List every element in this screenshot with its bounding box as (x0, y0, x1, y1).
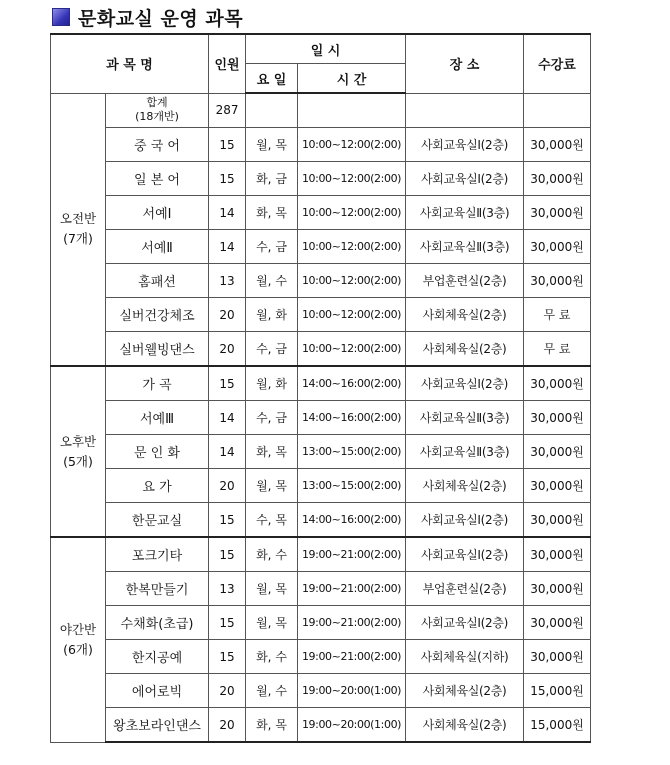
course-name-cell: 한지공예 (106, 640, 209, 674)
fee-cell: 30,000원 (524, 640, 591, 674)
header-time: 시 간 (298, 64, 406, 94)
count-cell: 14 (209, 196, 246, 230)
total-place (406, 93, 524, 128)
table-body (51, 93, 591, 742)
table-row (51, 196, 591, 230)
fee-cell: 30,000원 (524, 537, 591, 572)
count-cell: 20 (209, 332, 246, 367)
day-cell: 화, 수 (246, 537, 298, 572)
total-time (298, 93, 406, 128)
count-cell: 15 (209, 162, 246, 196)
count-cell: 20 (209, 674, 246, 708)
count-cell: 14 (209, 401, 246, 435)
count-cell: 13 (209, 264, 246, 298)
place-cell: 사회교육실Ⅰ(2층) (406, 128, 524, 162)
time-cell: 19:00~20:00(1:00) (298, 674, 406, 708)
place-cell: 사회교육실Ⅰ(2층) (406, 503, 524, 538)
course-name-cell: 문 인 화 (106, 435, 209, 469)
header-datetime: 일 시 (246, 34, 406, 64)
course-name-cell: 홈패션 (106, 264, 209, 298)
header-fee: 수강료 (524, 34, 591, 93)
day-cell: 월, 목 (246, 606, 298, 640)
table-row (51, 503, 591, 538)
day-cell: 월, 목 (246, 572, 298, 606)
course-name-cell: 에어로빅 (106, 674, 209, 708)
total-fee (524, 93, 591, 128)
fee-cell: 무 료 (524, 332, 591, 367)
total-day (246, 93, 298, 128)
time-cell: 10:00~12:00(2:00) (298, 230, 406, 264)
header-count: 인원 (209, 34, 246, 93)
table-row (51, 606, 591, 640)
count-cell: 20 (209, 469, 246, 503)
place-cell: 사회체육실(2층) (406, 674, 524, 708)
place-cell: 사회교육실Ⅱ(3층) (406, 196, 524, 230)
time-cell: 10:00~12:00(2:00) (298, 162, 406, 196)
table-row (51, 128, 591, 162)
table-row (51, 640, 591, 674)
course-schedule-table (50, 33, 591, 743)
day-cell: 화, 수 (246, 640, 298, 674)
count-cell: 15 (209, 503, 246, 538)
time-cell: 14:00~16:00(2:00) (298, 401, 406, 435)
place-cell: 부업훈련실(2층) (406, 264, 524, 298)
group-label-morning: 오전반 (7개) (51, 93, 106, 366)
fee-cell: 15,000원 (524, 708, 591, 743)
time-cell: 10:00~12:00(2:00) (298, 196, 406, 230)
day-cell: 수, 금 (246, 332, 298, 367)
count-cell: 15 (209, 640, 246, 674)
time-cell: 19:00~21:00(2:00) (298, 537, 406, 572)
place-cell: 사회교육실Ⅱ(3층) (406, 435, 524, 469)
table-row (51, 469, 591, 503)
place-cell: 사회교육실Ⅰ(2층) (406, 366, 524, 401)
course-name-cell: 실버건강체조 (106, 298, 209, 332)
count-cell: 14 (209, 230, 246, 264)
time-cell: 13:00~15:00(2:00) (298, 435, 406, 469)
course-name-cell: 수채화(초급) (106, 606, 209, 640)
fee-cell: 30,000원 (524, 196, 591, 230)
day-cell: 수, 목 (246, 503, 298, 538)
course-name-cell: 포크기타 (106, 537, 209, 572)
table-row (51, 162, 591, 196)
day-cell: 수, 금 (246, 230, 298, 264)
place-cell: 사회교육실Ⅱ(3층) (406, 401, 524, 435)
fee-cell: 30,000원 (524, 572, 591, 606)
time-cell: 10:00~12:00(2:00) (298, 298, 406, 332)
day-cell: 화, 목 (246, 196, 298, 230)
course-name-cell: 가 곡 (106, 366, 209, 401)
table-row (51, 230, 591, 264)
place-cell: 부업훈련실(2층) (406, 572, 524, 606)
table-row (51, 537, 591, 572)
time-cell: 10:00~12:00(2:00) (298, 332, 406, 367)
table-row (51, 572, 591, 606)
place-cell: 사회교육실Ⅰ(2층) (406, 162, 524, 196)
place-cell: 사회체육실(2층) (406, 469, 524, 503)
day-cell: 월, 화 (246, 298, 298, 332)
header-day: 요 일 (246, 64, 298, 94)
time-cell: 10:00~12:00(2:00) (298, 128, 406, 162)
day-cell: 월, 목 (246, 469, 298, 503)
table-row (51, 332, 591, 367)
table-row (51, 708, 591, 743)
count-cell: 20 (209, 298, 246, 332)
total-row (51, 93, 591, 128)
day-cell: 월, 수 (246, 264, 298, 298)
page-heading (52, 4, 243, 30)
count-cell: 15 (209, 537, 246, 572)
course-name-cell: 한문교실 (106, 503, 209, 538)
fee-cell: 30,000원 (524, 435, 591, 469)
fee-cell: 30,000원 (524, 264, 591, 298)
course-name-cell: 요 가 (106, 469, 209, 503)
day-cell: 수, 금 (246, 401, 298, 435)
place-cell: 사회교육실Ⅰ(2층) (406, 606, 524, 640)
page-title: 문화교실 운영 과목 (78, 7, 244, 30)
fee-cell: 무 료 (524, 298, 591, 332)
table-row (51, 298, 591, 332)
fee-cell: 30,000원 (524, 469, 591, 503)
time-cell: 19:00~20:00(1:00) (298, 708, 406, 743)
fee-cell: 30,000원 (524, 606, 591, 640)
total-label: 합계 (18개반) (106, 93, 209, 128)
fee-cell: 15,000원 (524, 674, 591, 708)
course-name-cell: 서예Ⅰ (106, 196, 209, 230)
course-name-cell: 실버웰빙댄스 (106, 332, 209, 367)
day-cell: 화, 목 (246, 708, 298, 743)
time-cell: 13:00~15:00(2:00) (298, 469, 406, 503)
fee-cell: 30,000원 (524, 128, 591, 162)
course-name-cell: 한복만들기 (106, 572, 209, 606)
fee-cell: 30,000원 (524, 230, 591, 264)
day-cell: 월, 화 (246, 366, 298, 401)
square-bullet-icon (52, 8, 70, 26)
time-cell: 10:00~12:00(2:00) (298, 264, 406, 298)
course-name-cell: 왕초보라인댄스 (106, 708, 209, 743)
time-cell: 19:00~21:00(2:00) (298, 572, 406, 606)
day-cell: 화, 목 (246, 435, 298, 469)
table-row (51, 366, 591, 401)
day-cell: 월, 목 (246, 128, 298, 162)
fee-cell: 30,000원 (524, 503, 591, 538)
course-name-cell: 중 국 어 (106, 128, 209, 162)
time-cell: 14:00~16:00(2:00) (298, 366, 406, 401)
count-cell: 13 (209, 572, 246, 606)
count-cell: 14 (209, 435, 246, 469)
table-row (51, 674, 591, 708)
time-cell: 19:00~21:00(2:00) (298, 640, 406, 674)
table-row (51, 401, 591, 435)
day-cell: 월, 수 (246, 674, 298, 708)
group-label-afternoon: 오후반 (5개) (51, 366, 106, 537)
place-cell: 사회체육실(지하) (406, 640, 524, 674)
course-name-cell: 일 본 어 (106, 162, 209, 196)
place-cell: 사회체육실(2층) (406, 298, 524, 332)
table-row (51, 435, 591, 469)
table-row (51, 264, 591, 298)
place-cell: 사회교육실Ⅰ(2층) (406, 537, 524, 572)
place-cell: 사회체육실(2층) (406, 332, 524, 367)
fee-cell: 30,000원 (524, 366, 591, 401)
fee-cell: 30,000원 (524, 162, 591, 196)
count-cell: 15 (209, 606, 246, 640)
count-cell: 15 (209, 366, 246, 401)
time-cell: 14:00~16:00(2:00) (298, 503, 406, 538)
fee-cell: 30,000원 (524, 401, 591, 435)
time-cell: 19:00~21:00(2:00) (298, 606, 406, 640)
count-cell: 20 (209, 708, 246, 743)
total-count: 287 (209, 93, 246, 128)
header-place: 장 소 (406, 34, 524, 93)
header-subject: 과 목 명 (51, 34, 209, 93)
group-label-evening: 야간반 (6개) (51, 537, 106, 742)
course-name-cell: 서예Ⅲ (106, 401, 209, 435)
place-cell: 사회교육실Ⅱ(3층) (406, 230, 524, 264)
place-cell: 사회체육실(2층) (406, 708, 524, 743)
count-cell: 15 (209, 128, 246, 162)
course-name-cell: 서예Ⅱ (106, 230, 209, 264)
day-cell: 화, 금 (246, 162, 298, 196)
